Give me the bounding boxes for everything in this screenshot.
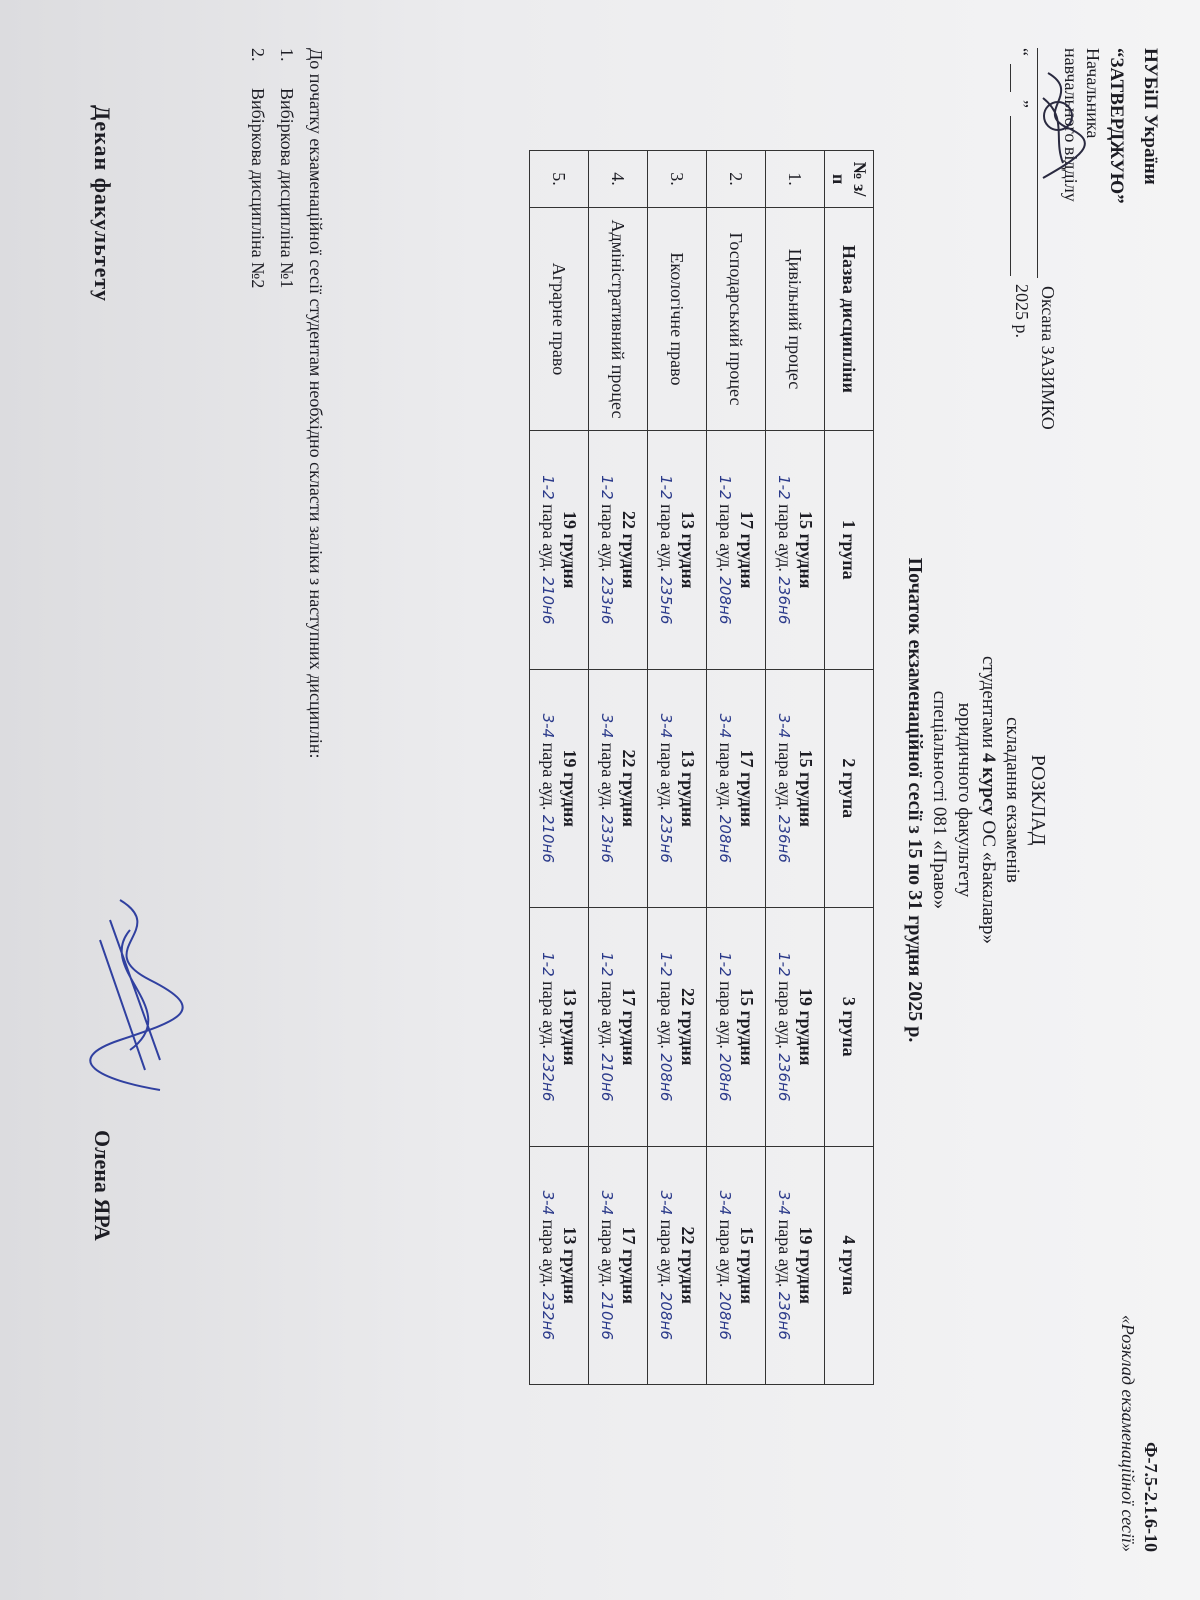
exam-slot-details: [716, 952, 736, 1101]
exam-date: 22 грудня: [618, 510, 639, 589]
dean-signature-image: [80, 890, 190, 1100]
room-number-handwritten: 210н6: [598, 1291, 616, 1340]
exam-date: 19 грудня: [559, 510, 580, 589]
room-number-handwritten: 208н6: [657, 1053, 675, 1102]
exam-date: 17 грудня: [618, 987, 639, 1066]
pair-label: пара: [657, 504, 677, 539]
prerequisites-intro: До початку екзаменаційної сесії студентам необхідно скласти заліки з наступних дисциплін:: [306, 48, 326, 759]
exam-date: 15 грудня: [736, 1226, 757, 1305]
room-label: ауд.: [539, 543, 559, 572]
table-header-row: [825, 151, 874, 1385]
room-number-handwritten: 236н6: [775, 1291, 793, 1340]
pair-number-handwritten: 1-2: [716, 952, 734, 977]
room-label: ауд.: [716, 1020, 736, 1049]
form-reference: [1115, 1315, 1162, 1552]
exam-slot-group-4: [648, 1146, 707, 1385]
room-label: ауд.: [657, 781, 677, 811]
exam-date: 22 грудня: [618, 749, 639, 828]
exam-date: 15 грудня: [736, 987, 757, 1066]
exam-slot-group-2: [530, 669, 589, 908]
exam-slot-details: [598, 475, 618, 624]
dean-label: Декан факультету: [90, 105, 115, 302]
pair-number-handwritten: 1-2: [539, 952, 557, 977]
pair-label: пара: [657, 1219, 677, 1255]
room-label: ауд.: [716, 1258, 736, 1288]
room-number-handwritten: 208н6: [716, 576, 734, 625]
pair-number-handwritten: 1-2: [775, 952, 793, 977]
room-number-handwritten: 208н6: [716, 1291, 734, 1340]
exam-slot-group-4: [766, 1146, 825, 1385]
exam-slot-details: [598, 952, 618, 1101]
exam-slot-details: [657, 714, 677, 863]
pair-number-handwritten: 3-4: [775, 1190, 793, 1216]
pair-label: пара: [716, 742, 736, 778]
title-line-3: [976, 0, 1000, 1600]
pair-number-handwritten: 3-4: [716, 713, 734, 739]
pair-label: пара: [539, 1219, 559, 1255]
table-row: [530, 151, 589, 1385]
room-label: ауд.: [657, 1258, 677, 1288]
exam-slot-details: [539, 714, 559, 863]
pair-number-handwritten: 1-2: [716, 475, 734, 500]
table-row: [589, 151, 648, 1385]
list-item-text: Вибіркова дисципліна №1: [277, 88, 298, 289]
pair-label: пара: [716, 504, 736, 539]
discipline-name: Адміністративний процес: [589, 208, 648, 431]
row-number: 1.: [766, 151, 825, 208]
exam-slot-group-4: [530, 1146, 589, 1385]
room-number-handwritten: 235н6: [657, 814, 675, 863]
room-label: ауд.: [716, 781, 736, 811]
room-number-handwritten: 232н6: [539, 1053, 557, 1102]
exam-slot-group-1: [648, 431, 707, 670]
pair-label: пара: [598, 1219, 618, 1255]
approver-name: Оксана ЗАЗИМКО: [1038, 286, 1059, 430]
room-number-handwritten: 232н6: [539, 1291, 557, 1340]
col-header-group-3: 3 група: [825, 908, 874, 1147]
pair-number-handwritten: 3-4: [657, 713, 675, 739]
row-number: 3.: [648, 151, 707, 208]
pair-number-handwritten: 1-2: [657, 952, 675, 977]
discipline-name: Аграрне право: [530, 208, 589, 431]
pair-number-handwritten: 3-4: [657, 1190, 675, 1216]
list-item-num: 1.: [277, 48, 298, 62]
pair-label: пара: [716, 1219, 736, 1255]
session-period: Початок екзаменаційної сесії з 15 по 31 грудня 2025 р.: [904, 557, 927, 1043]
pair-number-handwritten: 3-4: [775, 713, 793, 739]
room-number-handwritten: 236н6: [775, 1053, 793, 1102]
exam-slot-group-3: [589, 908, 648, 1147]
date-quote-close: ”: [1012, 100, 1032, 108]
exam-slot-group-3: [766, 908, 825, 1147]
pair-label: пара: [775, 742, 795, 778]
col-header-group-2: 2 група: [825, 669, 874, 908]
table-row: [707, 151, 766, 1385]
room-label: ауд.: [598, 781, 618, 811]
exam-slot-details: [539, 1191, 559, 1340]
exam-date: 19 грудня: [795, 1226, 816, 1305]
role-line-2: навчального відділу: [1061, 48, 1081, 202]
exam-slot-details: [716, 1191, 736, 1340]
role-line-1: Начальника: [1083, 48, 1104, 139]
exam-slot-group-3: [707, 908, 766, 1147]
pair-label: пара: [657, 742, 677, 778]
exam-date: 22 грудня: [677, 1226, 698, 1305]
pair-number-handwritten: 3-4: [716, 1190, 734, 1216]
list-item-num: 2.: [248, 48, 269, 62]
list-item-text: Вибіркова дисципліна №2: [248, 88, 269, 289]
exam-date: 19 грудня: [559, 749, 580, 828]
room-number-handwritten: 210н6: [539, 814, 557, 863]
room-label: ауд.: [775, 781, 795, 811]
exam-slot-details: [775, 714, 795, 863]
pair-number-handwritten: 3-4: [539, 713, 557, 739]
room-number-handwritten: 208н6: [657, 1291, 675, 1340]
exam-schedule-table: [529, 150, 874, 1385]
exam-slot-details: [657, 475, 677, 624]
dean-name: Олена ЯРА: [90, 1130, 115, 1241]
pair-number-handwritten: 1-2: [539, 475, 557, 500]
row-number: 2.: [707, 151, 766, 208]
pair-label: пара: [716, 981, 736, 1016]
pair-number-handwritten: 3-4: [598, 1190, 616, 1216]
row-number: 4.: [589, 151, 648, 208]
exam-slot-group-2: [707, 669, 766, 908]
pair-label: пара: [775, 981, 795, 1016]
exam-slot-group-4: [707, 1146, 766, 1385]
col-header-num: № з/п: [825, 151, 874, 208]
room-label: ауд.: [775, 1020, 795, 1049]
pair-label: пара: [539, 742, 559, 778]
room-label: ауд.: [657, 1020, 677, 1049]
discipline-name: Екологічне право: [648, 208, 707, 431]
pair-number-handwritten: 1-2: [657, 475, 675, 500]
room-number-handwritten: 208н6: [716, 814, 734, 863]
form-code: Ф-7.5-2.1.6-10: [1141, 1442, 1161, 1552]
pair-number-handwritten: 3-4: [598, 713, 616, 739]
exam-slot-details: [657, 952, 677, 1101]
room-number-handwritten: 210н6: [598, 1053, 616, 1102]
title-line-3-post: ОС «Бакалавр»: [978, 815, 1000, 945]
exam-slot-details: [775, 1191, 795, 1340]
exam-slot-group-1: [707, 431, 766, 670]
title-line-4: юридичного факультету: [953, 702, 975, 898]
exam-date: 13 грудня: [677, 510, 698, 589]
room-number-handwritten: 233н6: [598, 576, 616, 625]
list-item: [244, 48, 273, 759]
exam-slot-group-4: [589, 1146, 648, 1385]
exam-date: 13 грудня: [559, 987, 580, 1066]
exam-date: 15 грудня: [795, 749, 816, 828]
pair-number-handwritten: 1-2: [598, 952, 616, 977]
pair-number-handwritten: 3-4: [539, 1190, 557, 1216]
title-line-2: складання екзаменів: [1002, 717, 1024, 883]
exam-date: 13 грудня: [559, 1226, 580, 1305]
title-line-3-course: 4 курсу: [978, 752, 1000, 816]
exam-slot-group-2: [648, 669, 707, 908]
pair-label: пара: [775, 1219, 795, 1255]
col-header-discipline: Назва дисципліни: [825, 208, 874, 431]
discipline-name: Цивільний процес: [766, 208, 825, 431]
room-label: ауд.: [598, 543, 618, 572]
room-label: ауд.: [598, 1020, 618, 1049]
exam-slot-group-3: [530, 908, 589, 1147]
exam-date: 19 грудня: [795, 987, 816, 1066]
pair-label: пара: [539, 981, 559, 1016]
title-line-3-pre: студентами: [978, 655, 1000, 753]
pair-label: пара: [598, 742, 618, 778]
table-row: [648, 151, 707, 1385]
list-item: [272, 48, 301, 759]
approval-year: 2025 р.: [1012, 284, 1032, 338]
pair-label: пара: [657, 981, 677, 1016]
date-quote-open: “: [1012, 48, 1032, 56]
exam-date: 13 грудня: [677, 749, 698, 828]
title-line-5: спеціальності 081 «Право»: [929, 690, 951, 910]
exam-slot-details: [716, 475, 736, 624]
exam-date: 22 грудня: [677, 987, 698, 1066]
approve-heading: “ЗАТВЕРДЖУЮ”: [1106, 48, 1128, 204]
prerequisites-block: [244, 48, 330, 759]
exam-date: 17 грудня: [736, 749, 757, 828]
room-number-handwritten: 210н6: [539, 576, 557, 625]
pair-label: пара: [539, 504, 559, 539]
exam-date: 15 грудня: [795, 510, 816, 589]
col-header-group-4: 4 група: [825, 1146, 874, 1385]
room-number-handwritten: 208н6: [716, 1053, 734, 1102]
room-label: ауд.: [539, 1020, 559, 1049]
room-label: ауд.: [775, 1258, 795, 1288]
room-label: ауд.: [598, 1258, 618, 1288]
room-label: ауд.: [775, 543, 795, 572]
schedule-title: [902, 0, 1050, 1600]
exam-date: 17 грудня: [618, 1226, 639, 1305]
pair-label: пара: [775, 504, 795, 539]
exam-slot-group-1: [589, 431, 648, 670]
pair-number-handwritten: 1-2: [598, 475, 616, 500]
exam-slot-group-1: [766, 431, 825, 670]
exam-slot-group-1: [530, 431, 589, 670]
room-number-handwritten: 236н6: [775, 814, 793, 863]
exam-slot-group-2: [589, 669, 648, 908]
pair-label: пара: [598, 504, 618, 539]
room-label: ауд.: [716, 543, 736, 572]
pair-number-handwritten: 1-2: [775, 475, 793, 500]
room-number-handwritten: 236н6: [775, 576, 793, 625]
exam-date: 17 грудня: [736, 510, 757, 589]
form-title: «Розклад екзаменаційної сесії»: [1117, 1314, 1138, 1552]
org-name: НУБіП України: [1140, 48, 1161, 185]
exam-slot-group-3: [648, 908, 707, 1147]
table-row: [766, 151, 825, 1385]
title-main: РОЗКЛАД: [1027, 754, 1049, 846]
exam-slot-details: [539, 475, 559, 624]
exam-slot-group-2: [766, 669, 825, 908]
row-number: 5.: [530, 151, 589, 208]
room-label: ауд.: [657, 543, 677, 572]
room-label: ауд.: [539, 1258, 559, 1288]
exam-slot-details: [775, 475, 795, 624]
discipline-name: Господарський процес: [707, 208, 766, 431]
exam-slot-details: [598, 714, 618, 863]
room-label: ауд.: [539, 781, 559, 811]
room-number-handwritten: 233н6: [598, 814, 616, 863]
exam-slot-details: [539, 952, 559, 1101]
room-number-handwritten: 235н6: [657, 576, 675, 625]
exam-slot-details: [716, 714, 736, 863]
pair-label: пара: [598, 981, 618, 1016]
exam-slot-details: [657, 1191, 677, 1340]
exam-slot-details: [775, 952, 795, 1101]
col-header-group-1: 1 група: [825, 431, 874, 670]
exam-slot-details: [598, 1191, 618, 1340]
